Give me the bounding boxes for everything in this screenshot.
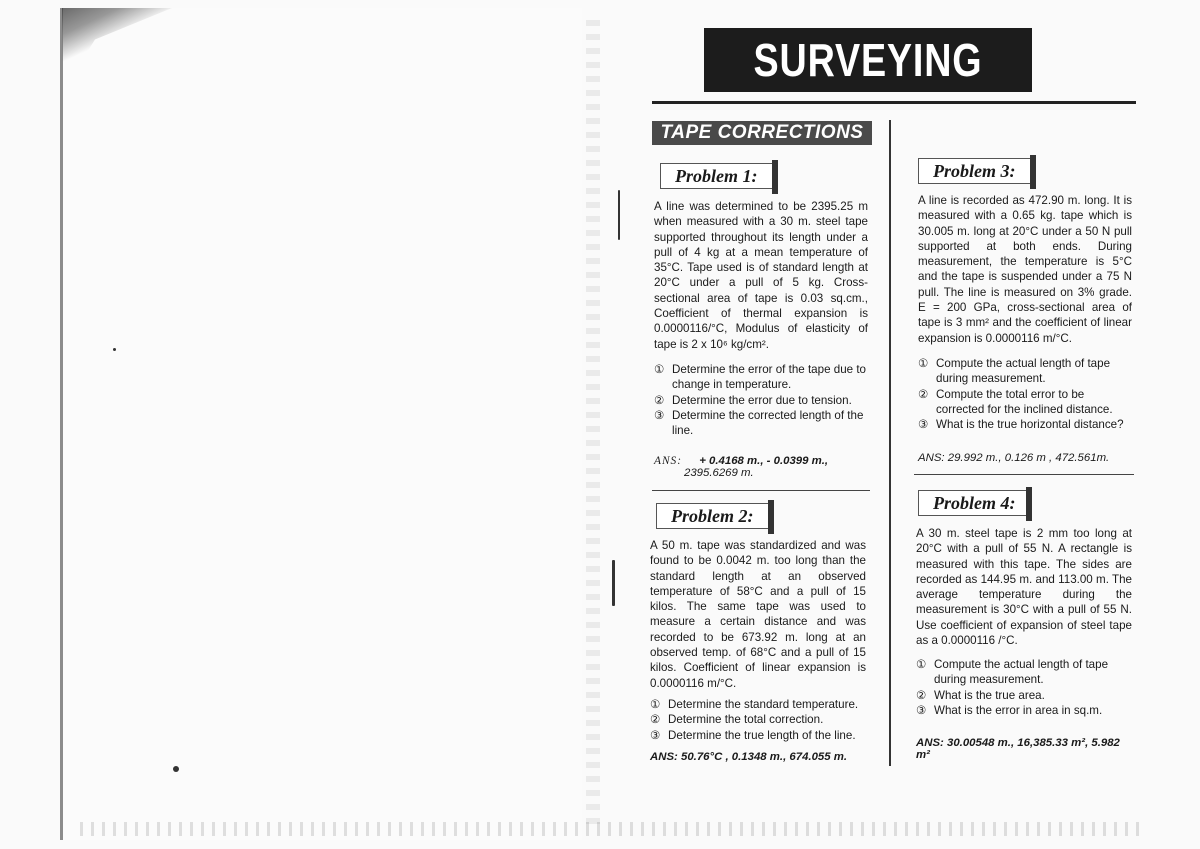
speck xyxy=(612,560,615,606)
column-divider xyxy=(889,120,891,766)
bottom-scan-noise xyxy=(80,822,1140,836)
speck xyxy=(618,190,620,240)
problem-3-questions xyxy=(918,356,1132,432)
binding-gutter xyxy=(586,20,600,830)
question-item: ③ What is the error in area in sq.m. xyxy=(916,703,1103,717)
question-item: ③ What is the true horizontal distance? xyxy=(918,418,1124,432)
problem-3-label: Problem 3: xyxy=(918,158,1036,184)
problem-2-answer: ANS: 50.76°C , 0.1348 m., 674.055 m. xyxy=(650,751,848,763)
problem-2-questions xyxy=(650,697,866,743)
problem-4-answer: ANS: 30.00548 m., 16,385.33 m², 5.982 m² xyxy=(916,737,1120,761)
page-edge-shadow xyxy=(60,8,63,840)
problem-1-answer: ANS: + 0.4168 m., - 0.0399 m., 2395.6269 m. xyxy=(654,455,829,479)
question-item: ① Determine the standard temperature. xyxy=(650,698,859,711)
question-item: ③ Determine the true length of the line. xyxy=(650,728,856,742)
section-heading: TAPE CORRECTIONS xyxy=(652,121,872,145)
question-item: ① Determine the error of the tape due to change in temperature. xyxy=(654,363,866,392)
problem-4-statement: A 30 m. steel tape is 2 mm too long at 20°C with a pull of 55 N. A rectangle is measured with this tape. The sides are recorded as 144.95 m. and 113.00 m. The average temperature during the measurement is 30°C with a pull of 55 N. Use coefficient of expansion of steel tape as a 0.0000116 /°C. xyxy=(916,527,1132,648)
page-title: SURVEYING xyxy=(753,34,983,86)
question-item: ② Compute the total error to be corrected for the inclined distance. xyxy=(918,387,1113,416)
problem-4-label: Problem 4: xyxy=(918,490,1032,516)
header-rule xyxy=(652,101,1136,104)
problem-1-questions xyxy=(654,362,868,438)
problem-2-label: Problem 2: xyxy=(656,503,774,529)
speck xyxy=(173,766,179,772)
problem-1-statement: A line was determined to be 2395.25 m when measured with a 30 m. steel tape supported throughout its length under a pull of 4 kg at a mean temperature of 35°C. Tape used is of standard length at 20°C under a pull of 5 kg. Cross-sectional area of tape is 0.03 sq.cm., Coefficient of thermal expansion is 0.0000116/°C, Modulus of elasticity of tape is 2 x 10⁶ kg/cm². xyxy=(654,200,868,351)
question-item: ② Determine the error due to tension. xyxy=(654,393,852,407)
problem-4-questions xyxy=(916,657,1132,718)
problem-3-statement: A line is recorded as 472.90 m. long. It is measured with a 0.65 kg. tape which is 30.005 m. long at 20°C under a 50 N pull supported at both ends. During measurement, the temperature is 5°C and the tape is suspended under a 75 N pull. The line is measured on 3% grade. E = 200 GPa, cross-sectional area of tape is 3 mm² and the coefficient of linear expansion is 0.0000116 m/°C. xyxy=(918,194,1132,345)
separator xyxy=(914,474,1134,475)
question-item: ② What is the true area. xyxy=(916,688,1045,702)
problem-3-answer: ANS: 29.992 m., 0.126 m , 472.561m. xyxy=(918,452,1110,464)
question-item: ② Determine the total correction. xyxy=(650,713,824,727)
problem-1-label: Problem 1: xyxy=(660,163,778,189)
question-item: ① Compute the actual length of tape during measurement. xyxy=(918,357,1111,386)
speck xyxy=(113,348,116,351)
question-item: ③ Determine the corrected length of the line. xyxy=(654,408,864,438)
question-item: ① Compute the actual length of tape during measurement. xyxy=(916,658,1109,687)
separator xyxy=(652,490,870,491)
blank-left-page xyxy=(62,8,582,840)
problem-2-statement: A 50 m. tape was standardized and was found to be 0.0042 m. too long than the standard length at an observed temperature of 58°C and a pull of 15 kilos. The same tape was used to measure a certain distance and was recorded to be 673.92 m. long at an observed temp. of 68°C and a pull of 15 kilos. Coefficient of linear expansion is 0.0000116 m/°C. xyxy=(650,539,866,690)
